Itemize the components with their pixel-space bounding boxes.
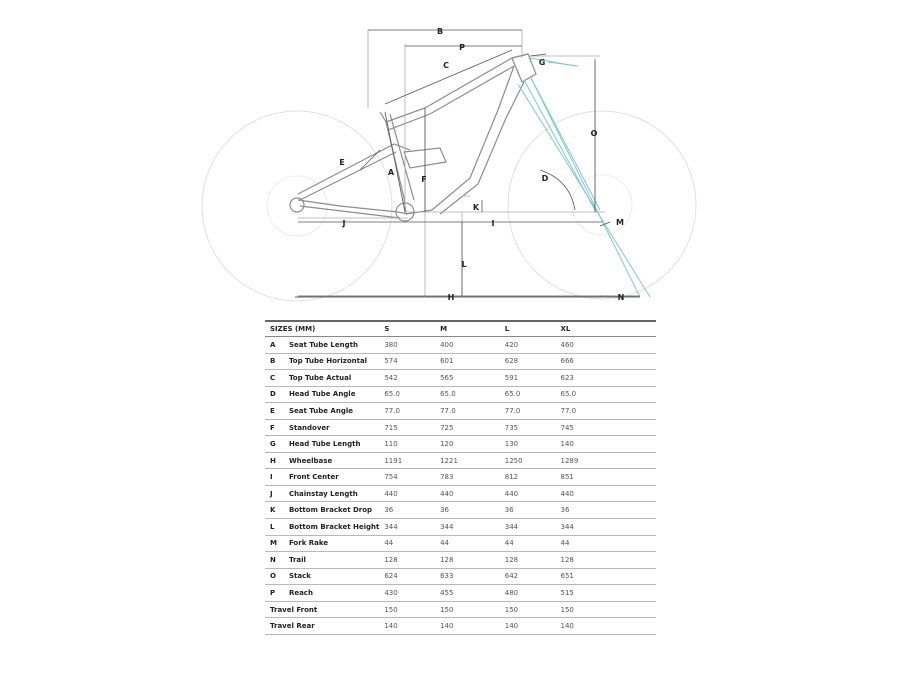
row-value-m: 1221: [435, 452, 500, 469]
row-value-l: 628: [500, 353, 556, 370]
row-value-l: 812: [500, 469, 556, 486]
label-E: E: [339, 158, 345, 167]
row-value-xl: 666: [556, 353, 656, 370]
row-value-l: 1250: [500, 452, 556, 469]
header-size-xl: XL: [556, 321, 656, 337]
row-value-s: 574: [379, 353, 435, 370]
row-value-xl: 745: [556, 419, 656, 436]
table-body: [265, 337, 656, 635]
table-row: [265, 601, 656, 618]
front-wheel: [508, 111, 696, 299]
row-value-xl: 65.0: [556, 386, 656, 403]
row-value-s: 542: [379, 370, 435, 387]
row-value-m: 400: [435, 337, 500, 354]
table-row: [265, 353, 656, 370]
row-value-m: 128: [435, 552, 500, 569]
row-name: Chainstay Length: [284, 485, 379, 502]
row-letter: N: [265, 552, 284, 569]
row-letter: H: [265, 452, 284, 469]
row-value-m: 440: [435, 485, 500, 502]
row-name: Bottom Bracket Drop: [284, 502, 379, 519]
row-value-m: 65.0: [435, 386, 500, 403]
row-name: Seat Tube Length: [284, 337, 379, 354]
table-row: [265, 519, 656, 536]
row-name: Trail: [284, 552, 379, 569]
row-value-s: 44: [379, 535, 435, 552]
table-row: [265, 370, 656, 387]
bike-geometry-diagram: [0, 0, 900, 310]
fork: [518, 58, 650, 297]
row-value-s: 624: [379, 568, 435, 585]
header-size-s: S: [379, 321, 435, 337]
row-letter: C: [265, 370, 284, 387]
row-letter: G: [265, 436, 284, 453]
table-row: [265, 337, 656, 354]
row-value-l: 44: [500, 535, 556, 552]
table-row: [265, 419, 656, 436]
label-F: F: [421, 175, 427, 184]
row-value-s: 715: [379, 419, 435, 436]
row-value-s: 65.0: [379, 386, 435, 403]
table-row: [265, 436, 656, 453]
row-value-m: 44: [435, 535, 500, 552]
row-value-xl: 515: [556, 585, 656, 602]
row-value-s: 380: [379, 337, 435, 354]
row-value-s: 440: [379, 485, 435, 502]
header-size-m: M: [435, 321, 500, 337]
row-value-xl: 1289: [556, 452, 656, 469]
row-value-l: 420: [500, 337, 556, 354]
row-value-m: 140: [435, 618, 500, 635]
row-value-xl: 128: [556, 552, 656, 569]
row-name: Top Tube Actual: [284, 370, 379, 387]
row-name: Wheelbase: [284, 452, 379, 469]
row-value-xl: 851: [556, 469, 656, 486]
row-value-m: 783: [435, 469, 500, 486]
row-value-l: 65.0: [500, 386, 556, 403]
row-value-l: 591: [500, 370, 556, 387]
row-value-m: 77.0: [435, 403, 500, 420]
row-letter: J: [265, 485, 284, 502]
row-name: Stack: [284, 568, 379, 585]
row-letter: L: [265, 519, 284, 536]
row-value-s: 754: [379, 469, 435, 486]
label-I: I: [491, 219, 495, 228]
row-value-s: 150: [379, 601, 435, 618]
table-row: [265, 585, 656, 602]
table-row: [265, 469, 656, 486]
row-value-m: 120: [435, 436, 500, 453]
table-row: [265, 568, 656, 585]
row-value-m: 633: [435, 568, 500, 585]
row-value-xl: 77.0: [556, 403, 656, 420]
label-D: D: [541, 174, 549, 183]
row-value-m: 455: [435, 585, 500, 602]
row-value-s: 36: [379, 502, 435, 519]
row-value-l: 642: [500, 568, 556, 585]
row-value-s: 344: [379, 519, 435, 536]
row-value-xl: 140: [556, 436, 656, 453]
row-value-xl: 440: [556, 485, 656, 502]
table-row: [265, 618, 656, 635]
row-value-s: 128: [379, 552, 435, 569]
rear-wheel-inner: [267, 176, 327, 236]
row-label: Travel Rear: [265, 618, 379, 635]
row-letter: P: [265, 585, 284, 602]
table-row: [265, 403, 656, 420]
row-value-l: 735: [500, 419, 556, 436]
row-value-xl: 651: [556, 568, 656, 585]
label-B: B: [436, 27, 444, 36]
row-letter: D: [265, 386, 284, 403]
row-letter: M: [265, 535, 284, 552]
row-value-m: 36: [435, 502, 500, 519]
row-name: Top Tube Horizontal: [284, 353, 379, 370]
label-G: G: [538, 58, 546, 67]
row-name: Standover: [284, 419, 379, 436]
row-letter: A: [265, 337, 284, 354]
table-row: [265, 502, 656, 519]
row-name: Bottom Bracket Height: [284, 519, 379, 536]
row-name: Fork Rake: [284, 535, 379, 552]
table-row: [265, 485, 656, 502]
geometry-table: [265, 320, 656, 635]
row-value-s: 110: [379, 436, 435, 453]
row-value-l: 150: [500, 601, 556, 618]
row-value-s: 1191: [379, 452, 435, 469]
table-row: [265, 552, 656, 569]
table-row: [265, 535, 656, 552]
row-letter: B: [265, 353, 284, 370]
row-label: Travel Front: [265, 601, 379, 618]
label-N: N: [617, 293, 625, 302]
row-letter: K: [265, 502, 284, 519]
label-M: M: [616, 218, 624, 227]
row-value-l: 480: [500, 585, 556, 602]
table-row: [265, 452, 656, 469]
label-H: H: [447, 293, 455, 302]
row-value-l: 440: [500, 485, 556, 502]
row-value-l: 36: [500, 502, 556, 519]
row-value-m: 565: [435, 370, 500, 387]
row-value-l: 130: [500, 436, 556, 453]
label-C: C: [443, 61, 449, 70]
label-L: L: [461, 260, 467, 269]
header-sizes: SIZES (MM): [265, 321, 379, 337]
row-value-m: 344: [435, 519, 500, 536]
row-name: Reach: [284, 585, 379, 602]
dimension-lines: [298, 30, 640, 296]
label-P: P: [459, 43, 465, 52]
row-value-xl: 460: [556, 337, 656, 354]
row-value-m: 150: [435, 601, 500, 618]
row-value-s: 430: [379, 585, 435, 602]
row-value-s: 140: [379, 618, 435, 635]
label-J: J: [342, 219, 346, 228]
row-value-m: 601: [435, 353, 500, 370]
row-value-s: 77.0: [379, 403, 435, 420]
table-header-row: [265, 321, 656, 337]
label-O: O: [590, 129, 598, 138]
row-value-xl: 36: [556, 502, 656, 519]
row-value-xl: 150: [556, 601, 656, 618]
row-value-l: 344: [500, 519, 556, 536]
row-letter: I: [265, 469, 284, 486]
row-value-l: 140: [500, 618, 556, 635]
label-K: K: [472, 203, 480, 212]
label-A: A: [387, 168, 395, 177]
row-letter: F: [265, 419, 284, 436]
row-value-xl: 44: [556, 535, 656, 552]
row-name: Head Tube Length: [284, 436, 379, 453]
row-value-xl: 140: [556, 618, 656, 635]
row-name: Head Tube Angle: [284, 386, 379, 403]
row-value-m: 725: [435, 419, 500, 436]
rear-wheel: [202, 111, 392, 301]
row-letter: O: [265, 568, 284, 585]
bike-frame: [290, 54, 536, 221]
row-value-l: 128: [500, 552, 556, 569]
table-row: [265, 386, 656, 403]
row-letter: E: [265, 403, 284, 420]
row-value-xl: 623: [556, 370, 656, 387]
row-value-l: 77.0: [500, 403, 556, 420]
header-size-l: L: [500, 321, 556, 337]
row-value-xl: 344: [556, 519, 656, 536]
row-name: Seat Tube Angle: [284, 403, 379, 420]
row-name: Front Center: [284, 469, 379, 486]
